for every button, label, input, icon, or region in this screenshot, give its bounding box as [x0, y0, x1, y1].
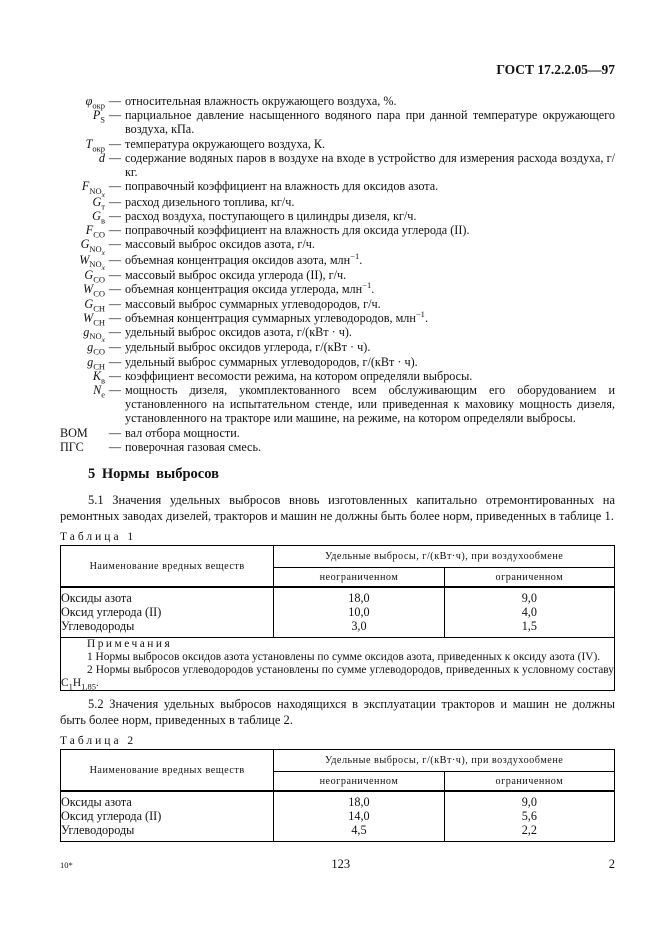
definition-dash: — — [108, 310, 122, 325]
definition-text: расход воздуха, поступающего в цилиндры дизеля, кг/ч. — [125, 208, 417, 223]
table-row — [61, 809, 615, 823]
substance-name: Оксиды азота — [61, 587, 274, 605]
value-unrestricted: 14,0 — [274, 809, 444, 823]
paragraph-5-1: 5.1 Значения удельных выбросов вновь изготовленных капитально отремонтированных на ремонтных заводах дизелей, тракторов и машин не должны быть более норм, приведенных в таблице 1. — [60, 493, 615, 523]
substance-name: Углеводороды — [61, 619, 274, 638]
definition-text: относительная влажность окружающего воздуха, %. — [125, 94, 397, 108]
definition-item — [60, 136, 615, 154]
note-2: 2 Нормы выбросов углеводородов установлены по сумме углеводородов, приведенных к условному составу $С_1Н_{1,85}$. — [61, 664, 614, 692]
definition-text: массовый выброс оксида углерода (II), г/ч. — [125, 268, 347, 283]
table1-header-restricted: ограниченном — [444, 568, 614, 588]
value-unrestricted: 18,0 — [274, 587, 444, 605]
definition-item — [60, 223, 615, 240]
substance-name: Углеводороды — [61, 823, 274, 842]
definition-item — [60, 383, 615, 426]
value-unrestricted: 4,5 — [274, 823, 444, 842]
definition-item — [60, 280, 615, 299]
section-heading: 5 Нормы выбросов — [88, 466, 219, 483]
definition-symbol: $G_{CH}$ — [84, 296, 105, 313]
definition-symbol: $g_{CH}$ — [87, 354, 105, 372]
definition-item — [60, 426, 615, 440]
table1 — [60, 545, 615, 691]
table1-header-unrestricted: неограниченном — [274, 568, 444, 588]
table2 — [60, 749, 615, 842]
table-row — [61, 619, 615, 638]
definition-symbol: $g_{NOx}$ — [83, 324, 105, 345]
note-1: 1 Нормы выбросов оксидов азота установлены по сумме оксидов азота, приведенных к оксиду азота (IV). — [87, 651, 601, 664]
table-row — [61, 791, 615, 809]
value-unrestricted: 3,0 — [274, 619, 444, 638]
table-row — [61, 605, 615, 619]
table2-header-unrestricted: неограниченном — [274, 772, 444, 792]
value-restricted: 4,0 — [521, 605, 537, 620]
definition-item — [60, 194, 615, 212]
definition-dash: — — [108, 208, 122, 223]
definition-text: массовый выброс оксидов азота, г/ч. — [125, 237, 315, 252]
definition-symbol: $K_в$ — [92, 368, 105, 386]
definition-dash: — — [108, 108, 122, 123]
definition-dash: — — [108, 136, 122, 151]
value-restricted: 1,5 — [521, 619, 537, 634]
definition-item — [60, 340, 615, 357]
table2-header-restricted: ограниченном — [444, 772, 614, 792]
definition-symbol: $P_S$ — [92, 108, 105, 125]
value-restricted: 9,0 — [521, 795, 537, 810]
definition-item — [60, 108, 615, 136]
substance-name: Оксид углерода (II) — [61, 605, 274, 619]
page-number-right: 2 — [608, 857, 615, 871]
definition-item — [60, 151, 615, 179]
definition-symbol: $G_{NOx}$ — [80, 237, 105, 257]
definition-symbol: d — [98, 150, 105, 165]
substance-name: Оксид углерода (II) — [61, 809, 274, 823]
definition-item — [60, 268, 615, 285]
definition-text: удельный выброс суммарных углеводородов, г/(кВт · ч). — [125, 354, 418, 369]
definition-symbol: $W_{CO}$ — [83, 282, 105, 299]
definition-text: поправочный коэффициент на влажность для оксида углерода (II). — [125, 223, 470, 238]
definition-text: удельный выброс оксидов азота, г/(кВт · ч). — [125, 324, 352, 339]
definition-text: содержание водяных паров в воздухе на входе в устройство для измерения расхода воздуха, г/кг. — [125, 150, 615, 180]
definition-text: расход дизельного топлива, кг/ч. — [125, 194, 295, 209]
definition-dash: — — [108, 194, 122, 209]
definition-text: объемная концентрация оксидов азота, млн$^{-1}$. — [125, 250, 363, 267]
definition-symbol: $T_{окр}$ — [85, 136, 105, 154]
table1-header-group: Удельные выбросы, г/(кВт·ч), при воздухообмене — [274, 546, 615, 568]
paragraph-5-2: 5.2 Значения удельных выбросов находящихся в эксплуатации тракторов и машин не должны быть более норм, приведенных в таблице 2. — [60, 697, 615, 727]
definition-text: температура окружающего воздуха, К. — [125, 136, 326, 151]
definition-dash: — — [108, 268, 122, 283]
definition-item — [60, 440, 615, 454]
definition-item — [60, 354, 615, 372]
value-unrestricted: 18,0 — [274, 791, 444, 809]
definition-item — [60, 94, 615, 111]
definition-text: парциальное давление насыщенного водяного пара при данной температуре окружающего воздуха, кПа. — [125, 108, 615, 137]
value-restricted: 2,2 — [521, 823, 537, 838]
definition-item — [60, 368, 615, 386]
notes-title: Примечания — [87, 638, 173, 651]
page-number-center: 123 — [331, 857, 351, 871]
definition-symbol: $F_{CO}$ — [85, 223, 105, 240]
definition-symbol: $W_{NOx}$ — [79, 252, 105, 273]
definition-text: коэффициент весомости режима, на котором определяли выбросы. — [125, 368, 473, 383]
definition-text: массовый выброс суммарных углеводородов, г/ч. — [125, 296, 381, 311]
definition-dash: — — [108, 150, 122, 165]
definition-symbol: $g_{CO}$ — [87, 340, 105, 357]
definition-text: удельный выброс оксидов углерода, г/(кВт · ч). — [125, 340, 371, 355]
definition-item — [60, 237, 615, 257]
definition-dash: — — [108, 94, 122, 108]
value-restricted: 9,0 — [521, 591, 537, 606]
table1-label: Таблица 1 — [60, 531, 137, 544]
definition-text: поверочная газовая смесь. — [125, 439, 262, 454]
definition-text: вал отбора мощности. — [125, 425, 240, 440]
definition-dash: — — [108, 425, 122, 440]
definition-dash: — — [108, 296, 122, 311]
definition-dash: — — [108, 439, 122, 454]
definition-text: поправочный коэффициент на влажность для оксидов азота. — [125, 179, 439, 194]
definition-dash: — — [108, 237, 122, 252]
table-row — [61, 823, 615, 842]
definition-item — [60, 250, 615, 273]
definition-text: мощность дизеля, укомплектованного всем обслуживающим его оборудованием и установленного на испытательном стенде, или приведенная к маховику мощность дизеля, установленного на тракторе или машине, на режиме, на котором определяли выбросы. — [125, 383, 615, 426]
table1-header-name: Наименование вредных веществ — [61, 546, 274, 588]
definition-dash: — — [108, 383, 122, 397]
definition-symbol: $F_{NOx}$ — [81, 179, 105, 199]
definition-item — [60, 297, 615, 311]
definition-symbol: $N_e$ — [93, 383, 105, 400]
definition-symbol: $G_{CO}$ — [84, 268, 105, 285]
definition-symbol: $\varphi_{окр}$ — [85, 94, 105, 111]
print-signature: 10* — [60, 860, 73, 870]
definition-item — [60, 324, 615, 345]
definition-symbol: $G_в$ — [92, 208, 105, 226]
definition-dash: — — [108, 368, 122, 383]
definition-text: объемная концентрация оксида углерода, млн$^{-1}$. — [125, 280, 375, 297]
definition-dash: — — [108, 282, 122, 297]
table-row — [61, 587, 615, 605]
table1-notes-row — [61, 638, 615, 691]
value-restricted: 5,6 — [521, 809, 537, 824]
definition-item — [60, 308, 615, 328]
definition-symbol: ВОМ — [60, 425, 88, 440]
definition-dash: — — [108, 324, 122, 339]
definition-dash: — — [108, 252, 122, 267]
definition-dash: — — [108, 354, 122, 369]
definition-dash: — — [108, 340, 122, 355]
page-footer — [60, 857, 615, 872]
definitions-list — [60, 94, 615, 454]
table2-label: Таблица 2 — [60, 735, 137, 748]
definition-dash: — — [108, 179, 122, 194]
definition-symbol: $G_т$ — [92, 194, 105, 212]
definition-text: объемная концентрация суммарных углеводородов, млн$^{-1}$. — [125, 308, 428, 325]
value-unrestricted: 10,0 — [274, 605, 444, 619]
definition-symbol: ПГС — [60, 439, 84, 454]
substance-name: Оксиды азота — [61, 791, 274, 809]
table2-header-group: Удельные выбросы, г/(кВт·ч), при воздухообмене — [274, 750, 615, 772]
table2-header-name: Наименование вредных веществ — [61, 750, 274, 792]
definition-item — [60, 208, 615, 226]
definition-dash: — — [108, 223, 122, 238]
definition-item — [60, 179, 615, 199]
definition-symbol: $W_{CH}$ — [83, 310, 105, 328]
doc-number: ГОСТ 17.2.2.05—97 — [496, 62, 615, 77]
